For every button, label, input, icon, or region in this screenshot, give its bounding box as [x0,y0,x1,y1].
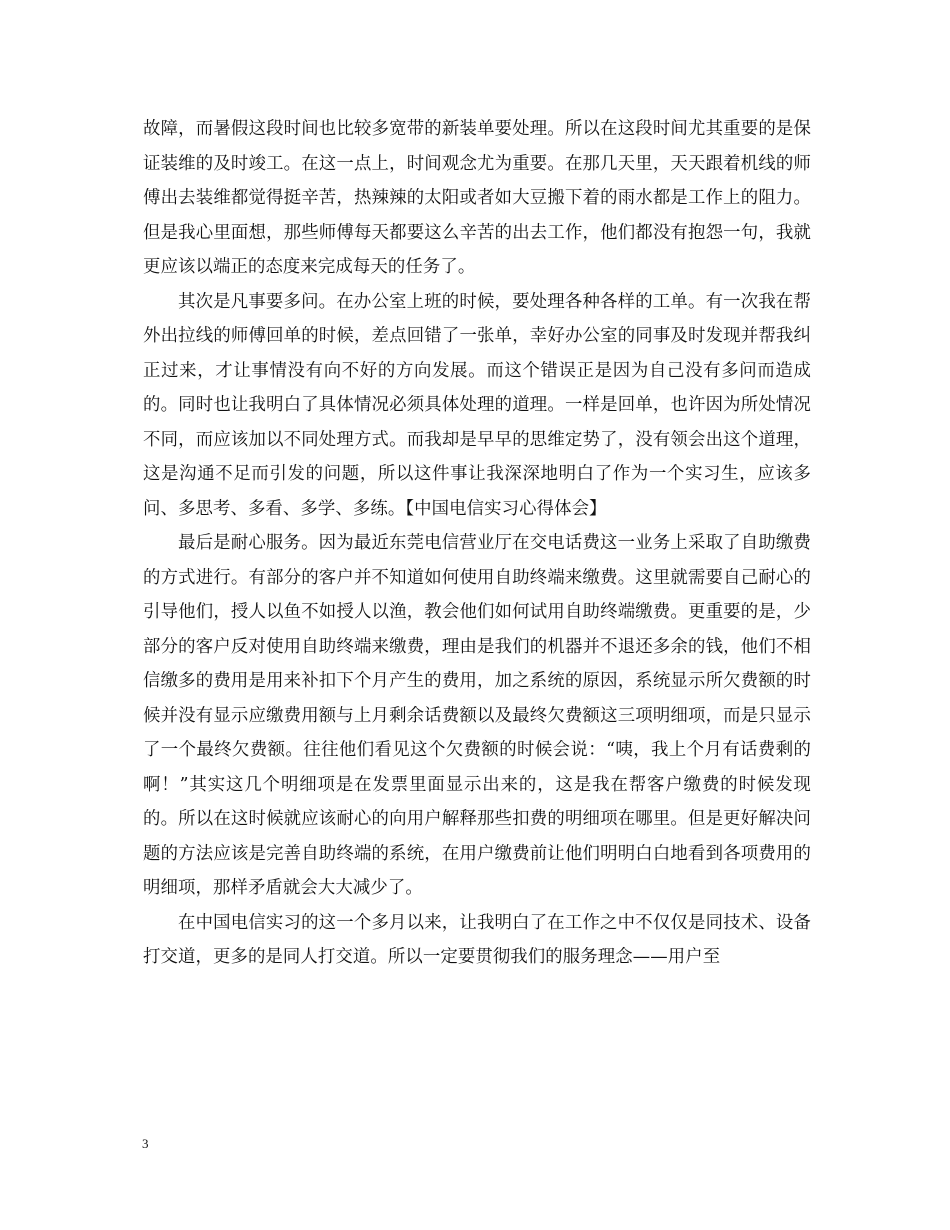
paragraph-conclusion: 在中国电信实习的这一个多月以来，让我明白了在工作之中不仅仅是同技术、设备打交道，更多的是同人打交道。所以一定要贯彻我们的服务理念——用户至 [143,912,811,967]
paragraph-continuation: 故障，而暑假这段时间也比较多宽带的新装单要处理。所以在这段时间尤其重要的是保证装维的及时竣工。在这一点上，时间观念尤为重要。在那几天里，天天跟着机线的师傅出去装维都觉得挺辛苦，热辣辣的太阳或者如大豆搬下着的雨水都是工作上的阻力。但是我心里面想，那些师傅每天都要这么辛苦的出去工作，他们都没有抱怨一句，我就更应该以端正的态度来完成每天的任务了。 [143,119,811,277]
body-text [143,112,811,975]
paragraph-ask-more: 其次是凡事要多问。在办公室上班的时候，要处理各种各样的工单。有一次我在帮外出拉线的师傅回单的时候，差点回错了一张单，幸好办公室的同事及时发现并帮我纠正过来，才让事情没有向不好的方向发展。而这个错误正是因为自己没有多问而造成的。同时也让我明白了具体情况必须具体处理的道理。一样是回单，也许因为所处情况不同，而应该加以不同处理方式。而我却是早早的思维定势了，没有领会出这个道理，这是沟通不足而引发的问题，所以这件事让我深深地明白了作为一个实习生，应该多问、多思考、多看、多学、多练。【中国电信实习心得体会】 [143,291,811,519]
page-number: 3 [142,1136,149,1151]
paragraph-patient-service: 最后是耐心服务。因为最近东莞电信营业厅在交电话费这一业务上采取了自助缴费的方式进行。有部分的客户并不知道如何使用自助终端来缴费。这里就需要自己耐心的引导他们，授人以鱼不如授人以渔，教会他们如何试用自助终端缴费。更重要的是，少部分的客户反对使用自助终端来缴费，理由是我们的机器并不退还多余的钱，他们不相信缴多的费用是用来补扣下个月产生的费用，加之系统的原因，系统显示所欠费额的时候并没有显示应缴费用额与上月剩余话费额以及最终欠费额这三项明细项，而是只显示了一个最终欠费额。往往他们看见这个欠费额的时候会说：“咦，我上个月有话费剩的啊！”其实这几个明细项是在发票里面显示出来的，这是我在帮客户缴费的时候发现的。所以在这时候就应该耐心的向用户解释那些扣费的明细项在哪里。但是更好解决问题的方法应该是完善自助终端的系统，在用户缴费前让他们明明白白地看到各项费用的明细项，那样矛盾就会大大减少了。 [143,533,811,898]
